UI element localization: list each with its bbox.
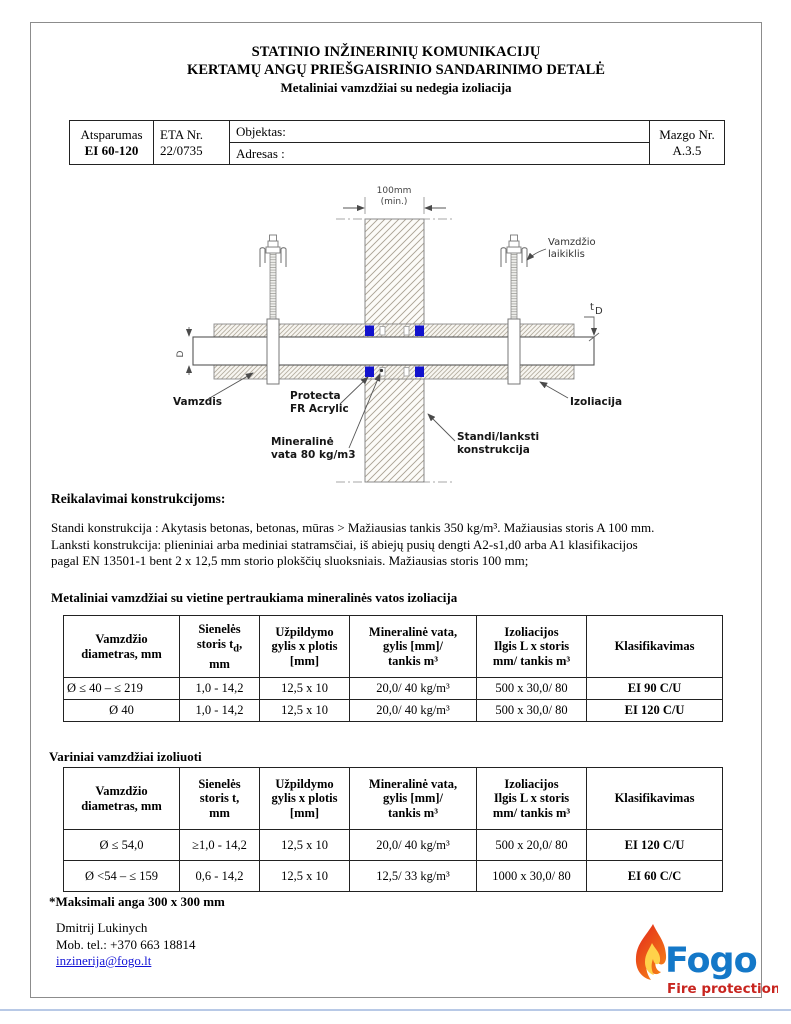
t2-h5-l1: Izoliacijos: [504, 776, 559, 791]
t2-r1-c4: 20,0/ 40 kg/m³: [350, 830, 477, 861]
holder-label-line1: Vamzdžio: [548, 237, 596, 248]
t1-header-insulation: [477, 616, 587, 678]
max-opening-note: *Maksimali anga 300 x 300 mm: [49, 894, 225, 909]
t2-header-insulation: [477, 768, 587, 830]
t1-h2-l2sub: d: [233, 643, 240, 654]
address-cell: [230, 143, 650, 165]
t1-r2-c1: Ø 40: [64, 700, 180, 722]
t2-h3-l2: gylis x plotis: [271, 791, 338, 806]
t2-r2-c3: 12,5 x 10: [260, 861, 350, 892]
t1-h1-l1: Vamzdžio: [95, 632, 148, 646]
t2-h3-l1: Užpildymo: [275, 776, 334, 791]
t1-r2-c3: 12,5 x 10: [260, 700, 350, 722]
contact-phone: Mob. tel.: +370 663 18814: [56, 936, 196, 952]
t2-h2-l3: mm: [209, 805, 230, 820]
label-sealant: [290, 377, 368, 415]
eta-label: ETA Nr.: [160, 126, 204, 142]
t1-h2-l2a: storis t: [196, 636, 234, 651]
resistance-value: EI 60-120: [84, 142, 139, 158]
t2-r2-c6: EI 60 C/C: [587, 861, 723, 892]
td-label-sub: D: [595, 306, 603, 317]
t2-r2-c2: 0,6 - 14,2: [180, 861, 260, 892]
requirements-heading: Reikalavimai konstrukcijoms:: [51, 491, 226, 506]
resistance-label: Atsparumas: [80, 126, 143, 142]
pipe-body: [193, 337, 594, 365]
dim-min-text: (min.): [380, 197, 408, 207]
opening-dimension: [343, 186, 446, 214]
t2-header-fill: [260, 768, 350, 830]
t2-h2-l1: Sienelės: [198, 776, 241, 791]
d-dimension: [176, 327, 189, 375]
requirements-line-1: Standi konstrukcija : Akytasis betonas, betonas, mūras > Mažiausias tankis 350 kg/m³. Mažiausias storis A 100 mm.: [51, 520, 655, 535]
t1-h5-l2: Ilgis L x storis: [493, 639, 570, 654]
holder-label-line2: laikiklis: [548, 249, 585, 260]
t1-r2-c2: 1,0 - 14,2: [180, 700, 260, 722]
t1-r1-c4: 20,0/ 40 kg/m³: [350, 678, 477, 700]
document-page: [30, 22, 778, 998]
tagline-text: Fire protection: [667, 981, 778, 997]
brand-text: Fogo: [665, 941, 757, 981]
t1-h5-l3: mm/ tankis m³: [492, 653, 571, 668]
t1-header-wall-thickness: [180, 616, 260, 678]
t1-h1-l2: diametras, mm: [81, 646, 162, 661]
t1-r1-c3: 12,5 x 10: [260, 678, 350, 700]
wall-label-line2: konstrukcija: [457, 444, 530, 456]
t2-h3-l3: [mm]: [289, 805, 320, 820]
t2-h4-l3: tankis m³: [388, 805, 438, 820]
t2-h5-l3: mm/ tankis m³: [492, 805, 571, 820]
td-label-t: t: [590, 302, 594, 313]
t1-header-fill: [260, 616, 350, 678]
t1-h2-l2b: ,: [239, 636, 243, 651]
contact-name: Dmitrij Lukinych: [56, 920, 148, 935]
t1-header-classification: Klasifikavimas: [587, 616, 723, 678]
t2-h5-l2: Ilgis L x storis: [493, 791, 570, 806]
t2-r1-c5: 500 x 20,0/ 80: [477, 830, 587, 861]
t1-h2-l3: mm: [209, 656, 230, 671]
title-line-3: Metaliniai vamzdžiai su nedegia izoliacija: [280, 80, 512, 95]
title-line-2: KERTAMŲ ANGŲ PRIEŠGAISRINIO SANDARINIMO DETALĖ: [187, 62, 605, 78]
insulation-label-text: Izoliacija: [570, 396, 623, 408]
resistance-cell: [70, 121, 154, 165]
t1-h2-l2: [182, 637, 257, 657]
table-row: [64, 678, 723, 700]
t1-h4-l3: tankis m³: [388, 653, 438, 668]
label-construction: [428, 414, 539, 456]
t1-r1-c1: Ø ≤ 40 – ≤ 219: [64, 678, 180, 700]
object-cell: [230, 121, 650, 143]
t2-header-mineral-wool: [350, 768, 477, 830]
fogo-logo: [623, 921, 778, 1001]
table1-caption: Metaliniai vamzdžiai su vietine pertraukiama mineralinės vatos izoliacija: [51, 590, 458, 605]
flame-icon: [636, 924, 666, 980]
t1-h3-l2: gylis x plotis: [271, 639, 338, 654]
t1-r1-c5: 500 x 30,0/ 80: [477, 678, 587, 700]
title-line-1: STATINIO INŽINERINIŲ KOMUNIKACIJŲ: [251, 44, 541, 60]
table2-caption: Variniai vamzdžiai izoliuoti: [49, 749, 202, 764]
wool-pointer-dot: [380, 369, 383, 372]
dim-100mm-text: 100mm: [376, 186, 412, 196]
td-dimension: [584, 302, 603, 341]
eta-value: 22/0735: [160, 142, 203, 158]
requirements-line-2: Lanksti konstrukcija: plieniniai arba mediniai statramsčiai, iš abiejų pusių dengti A2-s1,d0 arba A1 klasifikacijos: [51, 536, 638, 552]
t2-r1-c6: EI 120 C/U: [587, 830, 723, 861]
t2-h2-l2: storis t,: [199, 791, 240, 806]
node-label: Mazgo Nr.: [659, 126, 715, 142]
t2-h4-l2: gylis [mm]/: [382, 791, 444, 806]
t2-r1-c1: Ø ≤ 54,0: [64, 830, 180, 861]
t1-r2-c6: EI 120 C/U: [587, 700, 723, 722]
label-holder: [527, 236, 596, 260]
contact-email-link[interactable]: inzinerija@fogo.lt: [56, 953, 152, 968]
wall-label-line1: Standi/lanksti: [457, 431, 540, 443]
header-info-table: [69, 120, 725, 165]
bottom-divider: [0, 1009, 791, 1011]
table-row: [64, 861, 723, 892]
t2-r1-c3: 12,5 x 10: [260, 830, 350, 861]
technical-drawing: [166, 181, 666, 491]
t1-r1-c6: EI 90 C/U: [587, 678, 723, 700]
eta-cell: [154, 121, 230, 165]
pipe-label-text: Vamzdis: [173, 396, 223, 408]
contact-block: [56, 920, 196, 970]
t1-h5-l1: Izoliacijos: [504, 624, 559, 639]
t1-h4-l2: gylis [mm]/: [382, 639, 444, 654]
t1-r1-c2: 1,0 - 14,2: [180, 678, 260, 700]
copper-pipes-table: [63, 767, 723, 892]
title-block: [31, 43, 761, 97]
table-row: [64, 830, 723, 861]
wool-label-line2: vata 80 kg/m3: [271, 449, 356, 461]
t2-r2-c1: Ø <54 – ≤ 159: [64, 861, 180, 892]
requirements-line-3: pagal EN 13501-1 bent 2 x 12,5 mm storio plokščių sluoksniais. Mažiausias storis 100 mm;: [51, 553, 529, 568]
t2-r2-c4: 12,5/ 33 kg/m³: [350, 861, 477, 892]
t1-h4-l1: Mineralinė vata,: [368, 624, 458, 639]
label-mineral-wool: [271, 374, 380, 461]
t2-h1-l1: Vamzdžio: [95, 784, 148, 798]
requirements-paragraph: [51, 520, 751, 570]
t1-h3-l3: [mm]: [289, 653, 320, 668]
metal-pipes-table: [63, 615, 723, 722]
t2-r1-c2: ≥1,0 - 14,2: [180, 830, 260, 861]
address-label: Adresas :: [236, 145, 285, 161]
t1-header-diameter: [64, 616, 180, 678]
t2-h1-l2: diametras, mm: [81, 798, 162, 813]
object-label: Objektas:: [236, 123, 286, 139]
t1-h3-l1: Užpildymo: [275, 624, 334, 639]
node-cell: [650, 121, 725, 165]
t1-h2-l1: Sienelės: [198, 622, 241, 636]
t2-r2-c5: 1000 x 30,0/ 80: [477, 861, 587, 892]
label-insulation: [540, 382, 622, 408]
table-row: [64, 700, 723, 722]
d-label: D: [176, 350, 186, 358]
t1-r2-c5: 500 x 30,0/ 80: [477, 700, 587, 722]
t2-header-classification: Klasifikavimas: [587, 768, 723, 830]
sealant-label-line1: Protecta: [290, 390, 341, 402]
t2-h4-l1: Mineralinė vata,: [368, 776, 458, 791]
t2-header-wall-thickness: [180, 768, 260, 830]
node-value: A.3.5: [672, 142, 702, 158]
sealant-label-line2: FR Acrylic: [290, 403, 349, 415]
wool-label-line1: Mineralinė: [271, 436, 334, 448]
t1-header-mineral-wool: [350, 616, 477, 678]
t2-header-diameter: [64, 768, 180, 830]
t1-r2-c4: 20,0/ 40 kg/m³: [350, 700, 477, 722]
